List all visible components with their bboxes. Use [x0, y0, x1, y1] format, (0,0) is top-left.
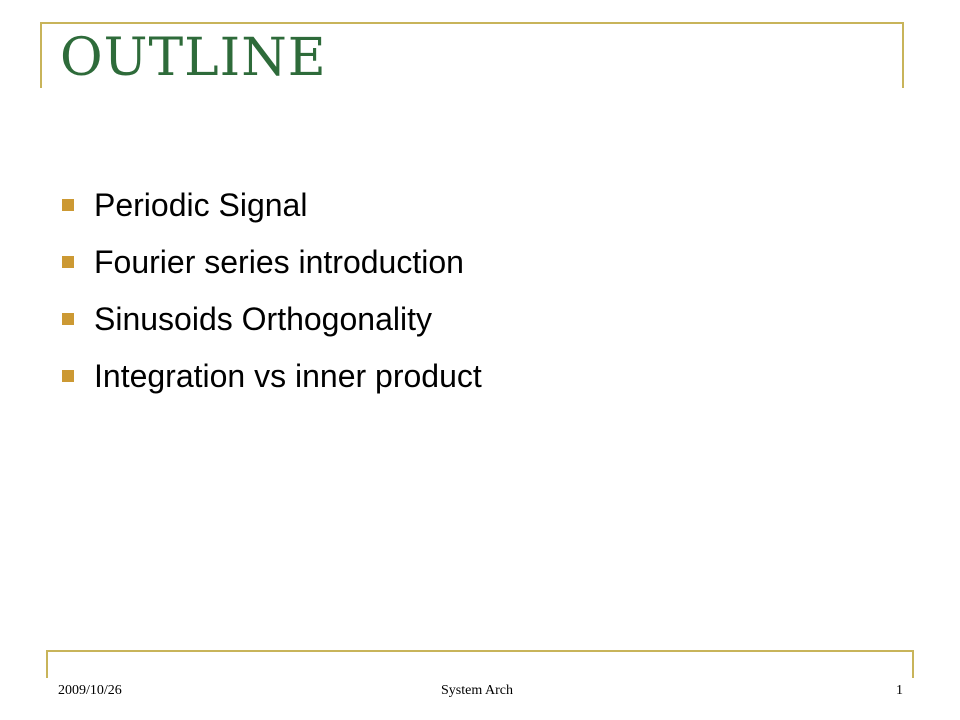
bottom-right-frame-stub — [912, 650, 914, 678]
square-bullet-icon — [62, 199, 74, 211]
bullet-item — [62, 233, 482, 290]
top-frame-line — [40, 22, 904, 24]
bullet-text: Integration vs inner product — [94, 357, 482, 394]
square-bullet-icon — [62, 313, 74, 325]
top-right-frame-stub — [902, 22, 904, 88]
top-left-frame-stub — [40, 22, 42, 88]
square-bullet-icon — [62, 256, 74, 268]
slide-title: OUTLINE — [60, 28, 327, 88]
bullet-text: Periodic Signal — [94, 186, 308, 223]
bullet-text: Fourier series introduction — [94, 243, 464, 280]
bottom-left-frame-stub — [46, 650, 48, 678]
bullet-list — [62, 176, 482, 404]
footer-page-number: 1 — [896, 683, 903, 698]
footer-date: 2009/10/26 — [58, 683, 122, 698]
bottom-frame-line — [46, 650, 914, 652]
bullet-item — [62, 176, 482, 233]
square-bullet-icon — [62, 370, 74, 382]
bullet-item — [62, 347, 482, 404]
footer-center-text: System Arch — [441, 683, 513, 698]
bullet-item — [62, 290, 482, 347]
bullet-text: Sinusoids Orthogonality — [94, 300, 432, 337]
